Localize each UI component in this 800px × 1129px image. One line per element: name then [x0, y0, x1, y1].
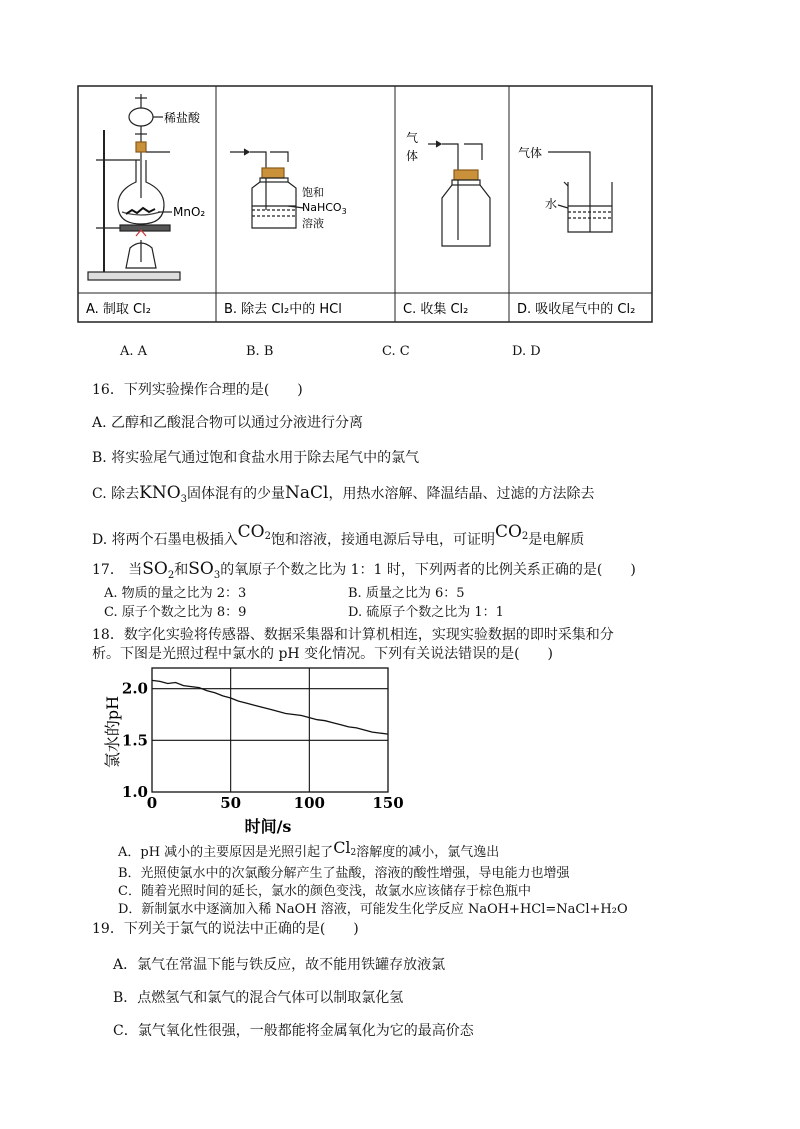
x-axis-label: 时间/s: [244, 817, 292, 836]
ph-chart: [100, 660, 420, 840]
q16-option-b: B. 将实验尾气通过饱和食盐水用于除去尾气中的氯气: [92, 450, 420, 466]
label-mno2: MnO₂: [173, 205, 206, 219]
q19-stem: 19．下列关于氯气的说法中正确的是( ): [92, 921, 359, 937]
y-axis-label: 氯水的pH: [103, 695, 122, 769]
q17-option-b: B. 质量之比为 6：5: [348, 586, 465, 601]
q15-option-b: B. B: [246, 344, 274, 359]
caption-b: B. 除去 Cl₂中的 HCl: [224, 302, 342, 317]
q17-option-d: D. 硫原子个数之比为 1：1: [348, 605, 504, 620]
wash-bottle-diagram: [230, 149, 304, 228]
q15-option-a: A. A: [120, 344, 148, 359]
caption-a: A. 制取 Cl₂: [86, 302, 151, 317]
q16-option-d: D. 将两个石墨电极插入$CO_2$饱和溶液，接通电源后导电，可证明$CO_2$是电解质: [92, 522, 585, 548]
q18-option-b: B．光照使氯水中的次氯酸分解产生了盐酸，溶液的酸性增强，导电能力也增强: [118, 866, 570, 881]
y-tick-label: 1.0: [121, 783, 148, 801]
apparatus-table: [0, 0, 800, 340]
caption-d: D. 吸收尾气中的 Cl₂: [517, 302, 636, 317]
label-water: 水: [545, 197, 558, 211]
caption-c: C. 收集 Cl₂: [403, 302, 469, 317]
label-gas-c2: 体: [406, 149, 419, 163]
q18-option-c: C．随着光照时间的延长，氯水的颜色变浅，故氯水应该储存于棕色瓶中: [118, 884, 531, 899]
x-tick-label: 100: [293, 794, 325, 812]
q18-stem-line1: 18．数字化实验将传感器、数据采集器和计算机相连，实现实验数据的即时采集和分: [92, 627, 614, 643]
label-dilute-hcl: 稀盐酸: [164, 111, 201, 125]
q17-stem: 17． 当$SO_2$和$SO_3$的氧原子个数之比为 1：1 时，下列两者的比例关系正确的是( ): [92, 559, 636, 581]
label-gas-d: 气体: [518, 146, 543, 160]
q17-option-c: C. 原子个数之比为 8：9: [104, 605, 247, 620]
q16-option-c: C. 除去$KNO_3$固体混有的少量NaCl，用热水溶解、降温结晶、过滤的方法除去: [92, 483, 595, 505]
q19-option-a: A．氯气在常温下能与铁反应，故不能用铁罐存放液氯: [113, 957, 446, 973]
q15-option-d: D. D: [512, 344, 541, 359]
q16-option-a: A. 乙醇和乙酸混合物可以通过分液进行分离: [92, 415, 364, 431]
q19-option-c: C．氯气氧化性很强，一般都能将金属氧化为它的最高价态: [113, 1023, 474, 1039]
label-solution: 溶液: [302, 217, 324, 230]
label-gas-c1: 气: [406, 131, 419, 145]
absorption-beaker-diagram: [548, 152, 612, 232]
label-saturated: 饱和: [302, 186, 324, 199]
label-nahco3: NaHCO$_3$: [302, 201, 347, 216]
x-tick-label: 50: [220, 794, 242, 812]
collection-bottle-diagram: [428, 141, 490, 246]
x-tick-label: 150: [372, 794, 404, 812]
q17-option-a: A. 物质的量之比为 2：3: [104, 586, 247, 601]
x-tick-label: 0: [146, 794, 158, 812]
y-tick-label: 1.5: [121, 731, 148, 750]
y-tick-label: 2.0: [121, 679, 148, 698]
q18-option-a: A．pH 减小的主要原因是光照引起了$Cl_2$溶解度的减小，氯气逸出: [118, 838, 500, 860]
q18-stem-line2: 析。下图是光照过程中氯水的 pH 变化情况。下列有关说法错误的是( ): [92, 646, 553, 662]
q19-option-b: B．点燃氢气和氯气的混合气体可以制取氯化氢: [113, 990, 404, 1006]
q15-option-c: C. C: [382, 344, 410, 359]
q18-option-d: D．新制氯水中逐滴加入稀 NaOH 溶液，可能发生化学反应 NaOH+HCl=NaCl+H₂O: [118, 902, 628, 917]
q16-stem: 16．下列实验操作合理的是( ): [92, 382, 303, 398]
